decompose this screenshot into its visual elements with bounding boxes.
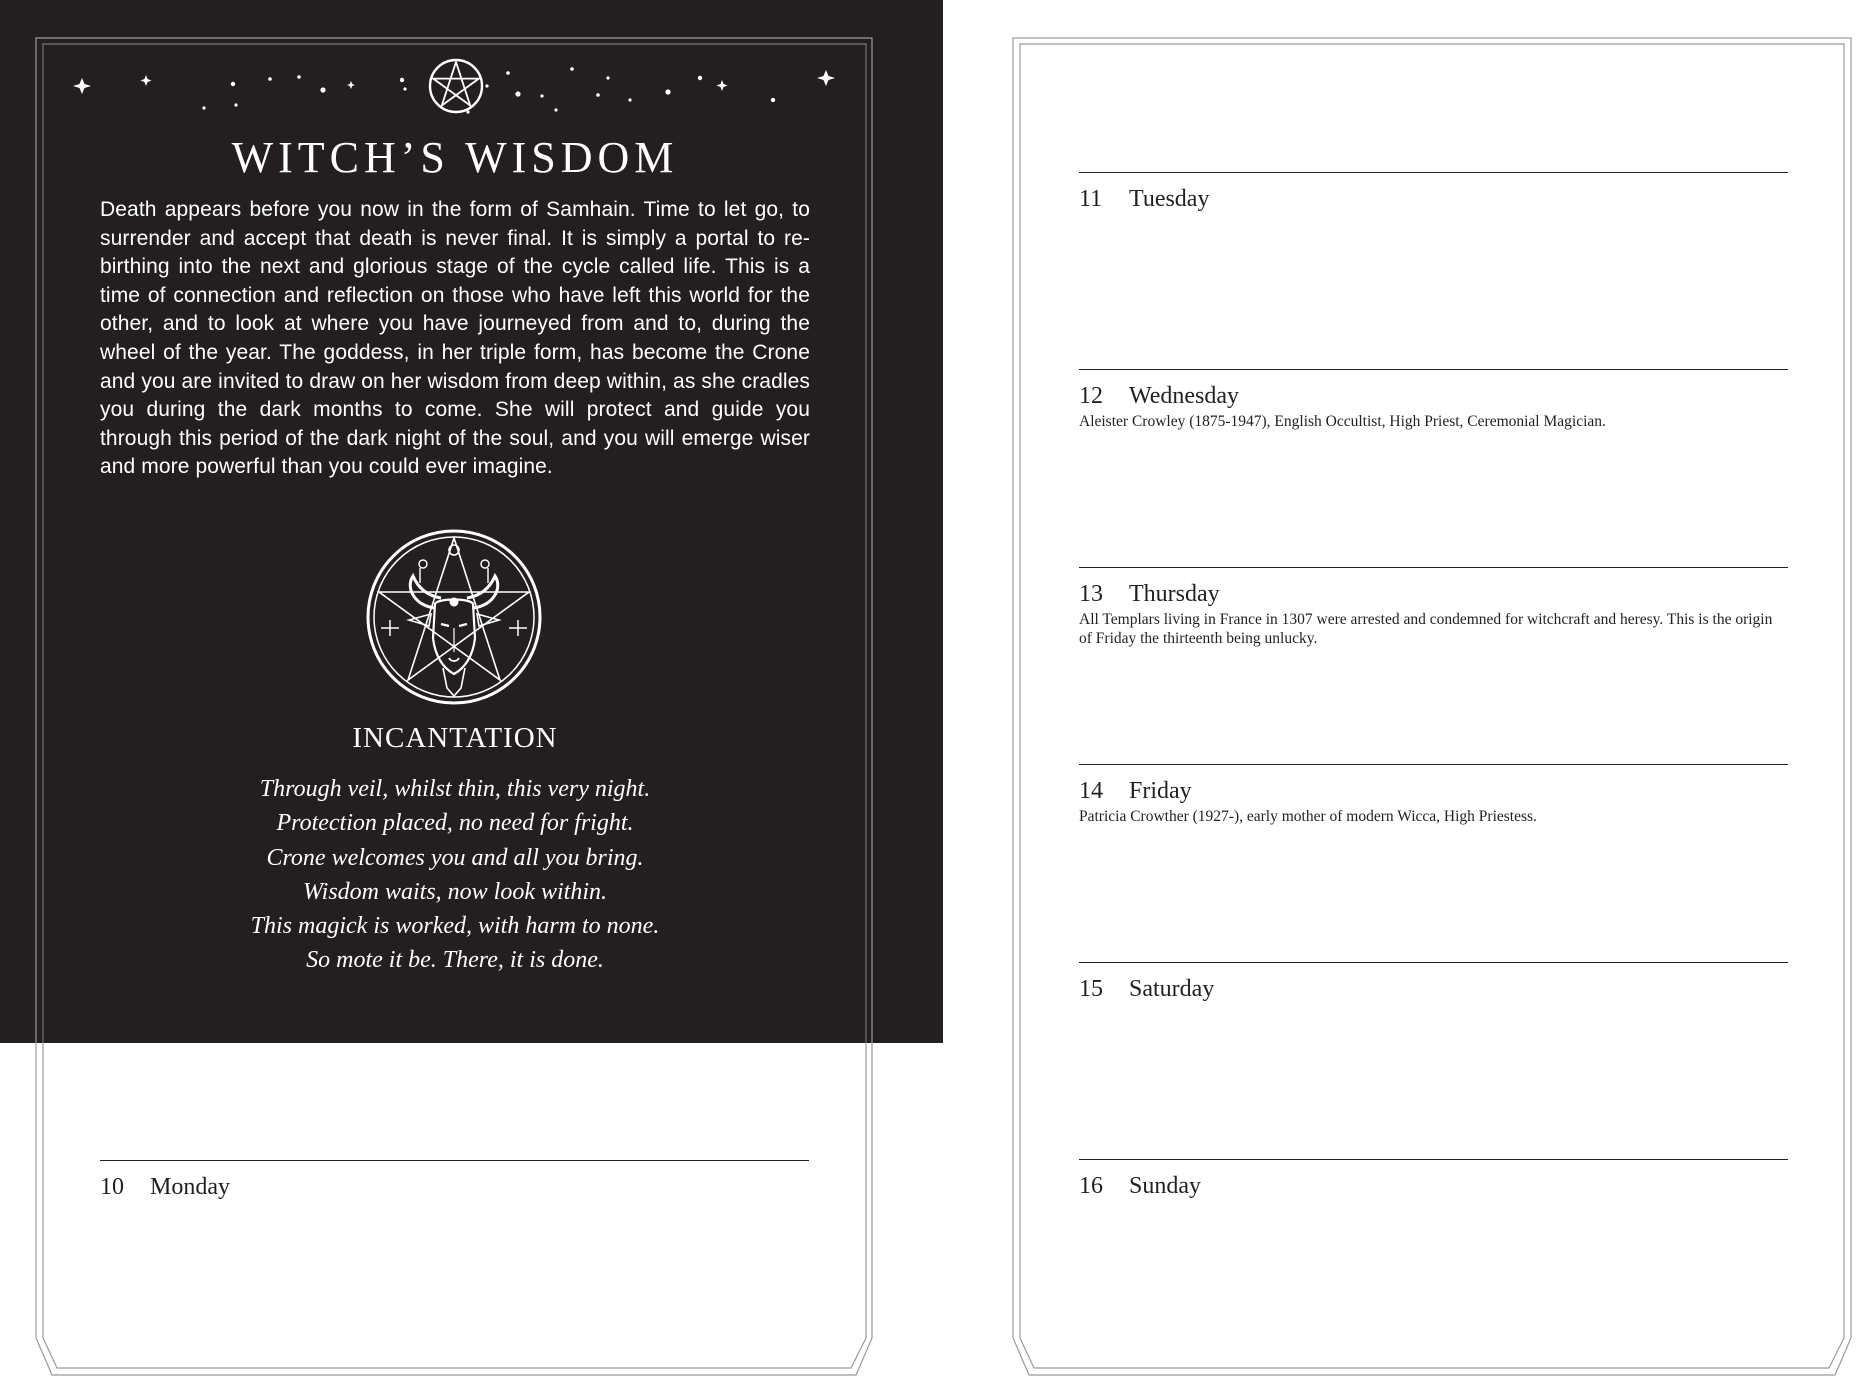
day-name: Wednesday [1129,383,1240,409]
verse-line: Crone welcomes you and all you bring. [266,844,644,871]
day-rule [1079,764,1788,765]
day-note: Patricia Crowther (1927-), early mother of modern Wicca, High Priestess. [1079,808,1537,825]
day-name: Monday [150,1174,230,1200]
day-name: Thursday [1129,581,1220,607]
day-number: 13 [1079,581,1103,607]
day-note: Aleister Crowley (1875-1947), English Occultist, High Priest, Ceremonial Magician. [1079,413,1606,430]
day-rule [1079,962,1788,963]
day-heading [1079,777,1788,805]
star-icon [73,67,835,113]
day-heading [1079,382,1788,410]
day-heading [100,1173,809,1201]
day-name: Tuesday [1129,186,1210,212]
day-heading [1079,580,1788,608]
day-name: Sunday [1129,1173,1201,1199]
day-number: 11 [1079,186,1103,212]
day-entry-sunday[interactable] [1079,1159,1788,1200]
section-title: WITCH’S WISDOM [231,133,679,182]
incantation-verse [40,772,870,978]
day-entry-tuesday[interactable] [1079,172,1788,213]
day-number: 14 [1079,778,1103,804]
day-rule [1079,369,1788,370]
day-entry-friday[interactable] [1079,764,1788,827]
verse-line: So mote it be. There, it is done. [306,947,604,974]
day-number: 10 [100,1174,124,1200]
day-rule [1079,1159,1788,1160]
day-rule [1079,172,1788,173]
pentagram-icon [430,60,482,112]
day-name: Saturday [1129,976,1215,1002]
day-number: 12 [1079,383,1103,409]
wisdom-paragraph: Death appears before you now in the form of Samhain. Time to let go, to surrender and accept that death is never final. It is simply a portal to re-birthing into the next and glorious stage of the cycle called life. This is a time of connection and reflection on those who have left this world for the other, and to look at where you have journeyed from and to, during the wheel of the year. The goddess, in her triple form, has become the Crone and you are invited to draw on her wisdom from deep within, as she cradles you during the dark months to come. She will protect and guide you through this period of the dark night of the soul, and you will emerge wiser and more powerful than you could ever imagine. [100,198,810,479]
day-heading [1079,1172,1788,1200]
day-name: Friday [1129,778,1192,804]
day-rule [100,1160,809,1161]
verse-line: This magick is worked, with harm to none. [250,913,660,940]
verse-line: Protection placed, no need for fright. [276,810,634,837]
incantation-heading: INCANTATION [352,722,558,754]
day-rule [1079,567,1788,568]
day-entry-thursday[interactable] [1079,567,1788,648]
day-note: All Templars living in France in 1307 were arrested and condemned for witchcraft and heresy. This is the origin of Friday the thirteenth being unlucky. [1079,611,1773,647]
day-heading [1079,185,1788,213]
verse-line: Wisdom waits, now look within. [302,878,608,905]
goat-pentagram-seal-icon [365,528,543,706]
day-entry-saturday[interactable] [1079,962,1788,1003]
verse-line: Through veil, whilst thin, this very night. [259,776,651,802]
starfield-decoration [0,0,943,130]
day-entry-wednesday[interactable] [1079,369,1788,432]
day-heading [1079,975,1788,1003]
day-entry-monday[interactable] [100,1160,809,1201]
day-number: 16 [1079,1173,1103,1199]
day-number: 15 [1079,976,1103,1002]
